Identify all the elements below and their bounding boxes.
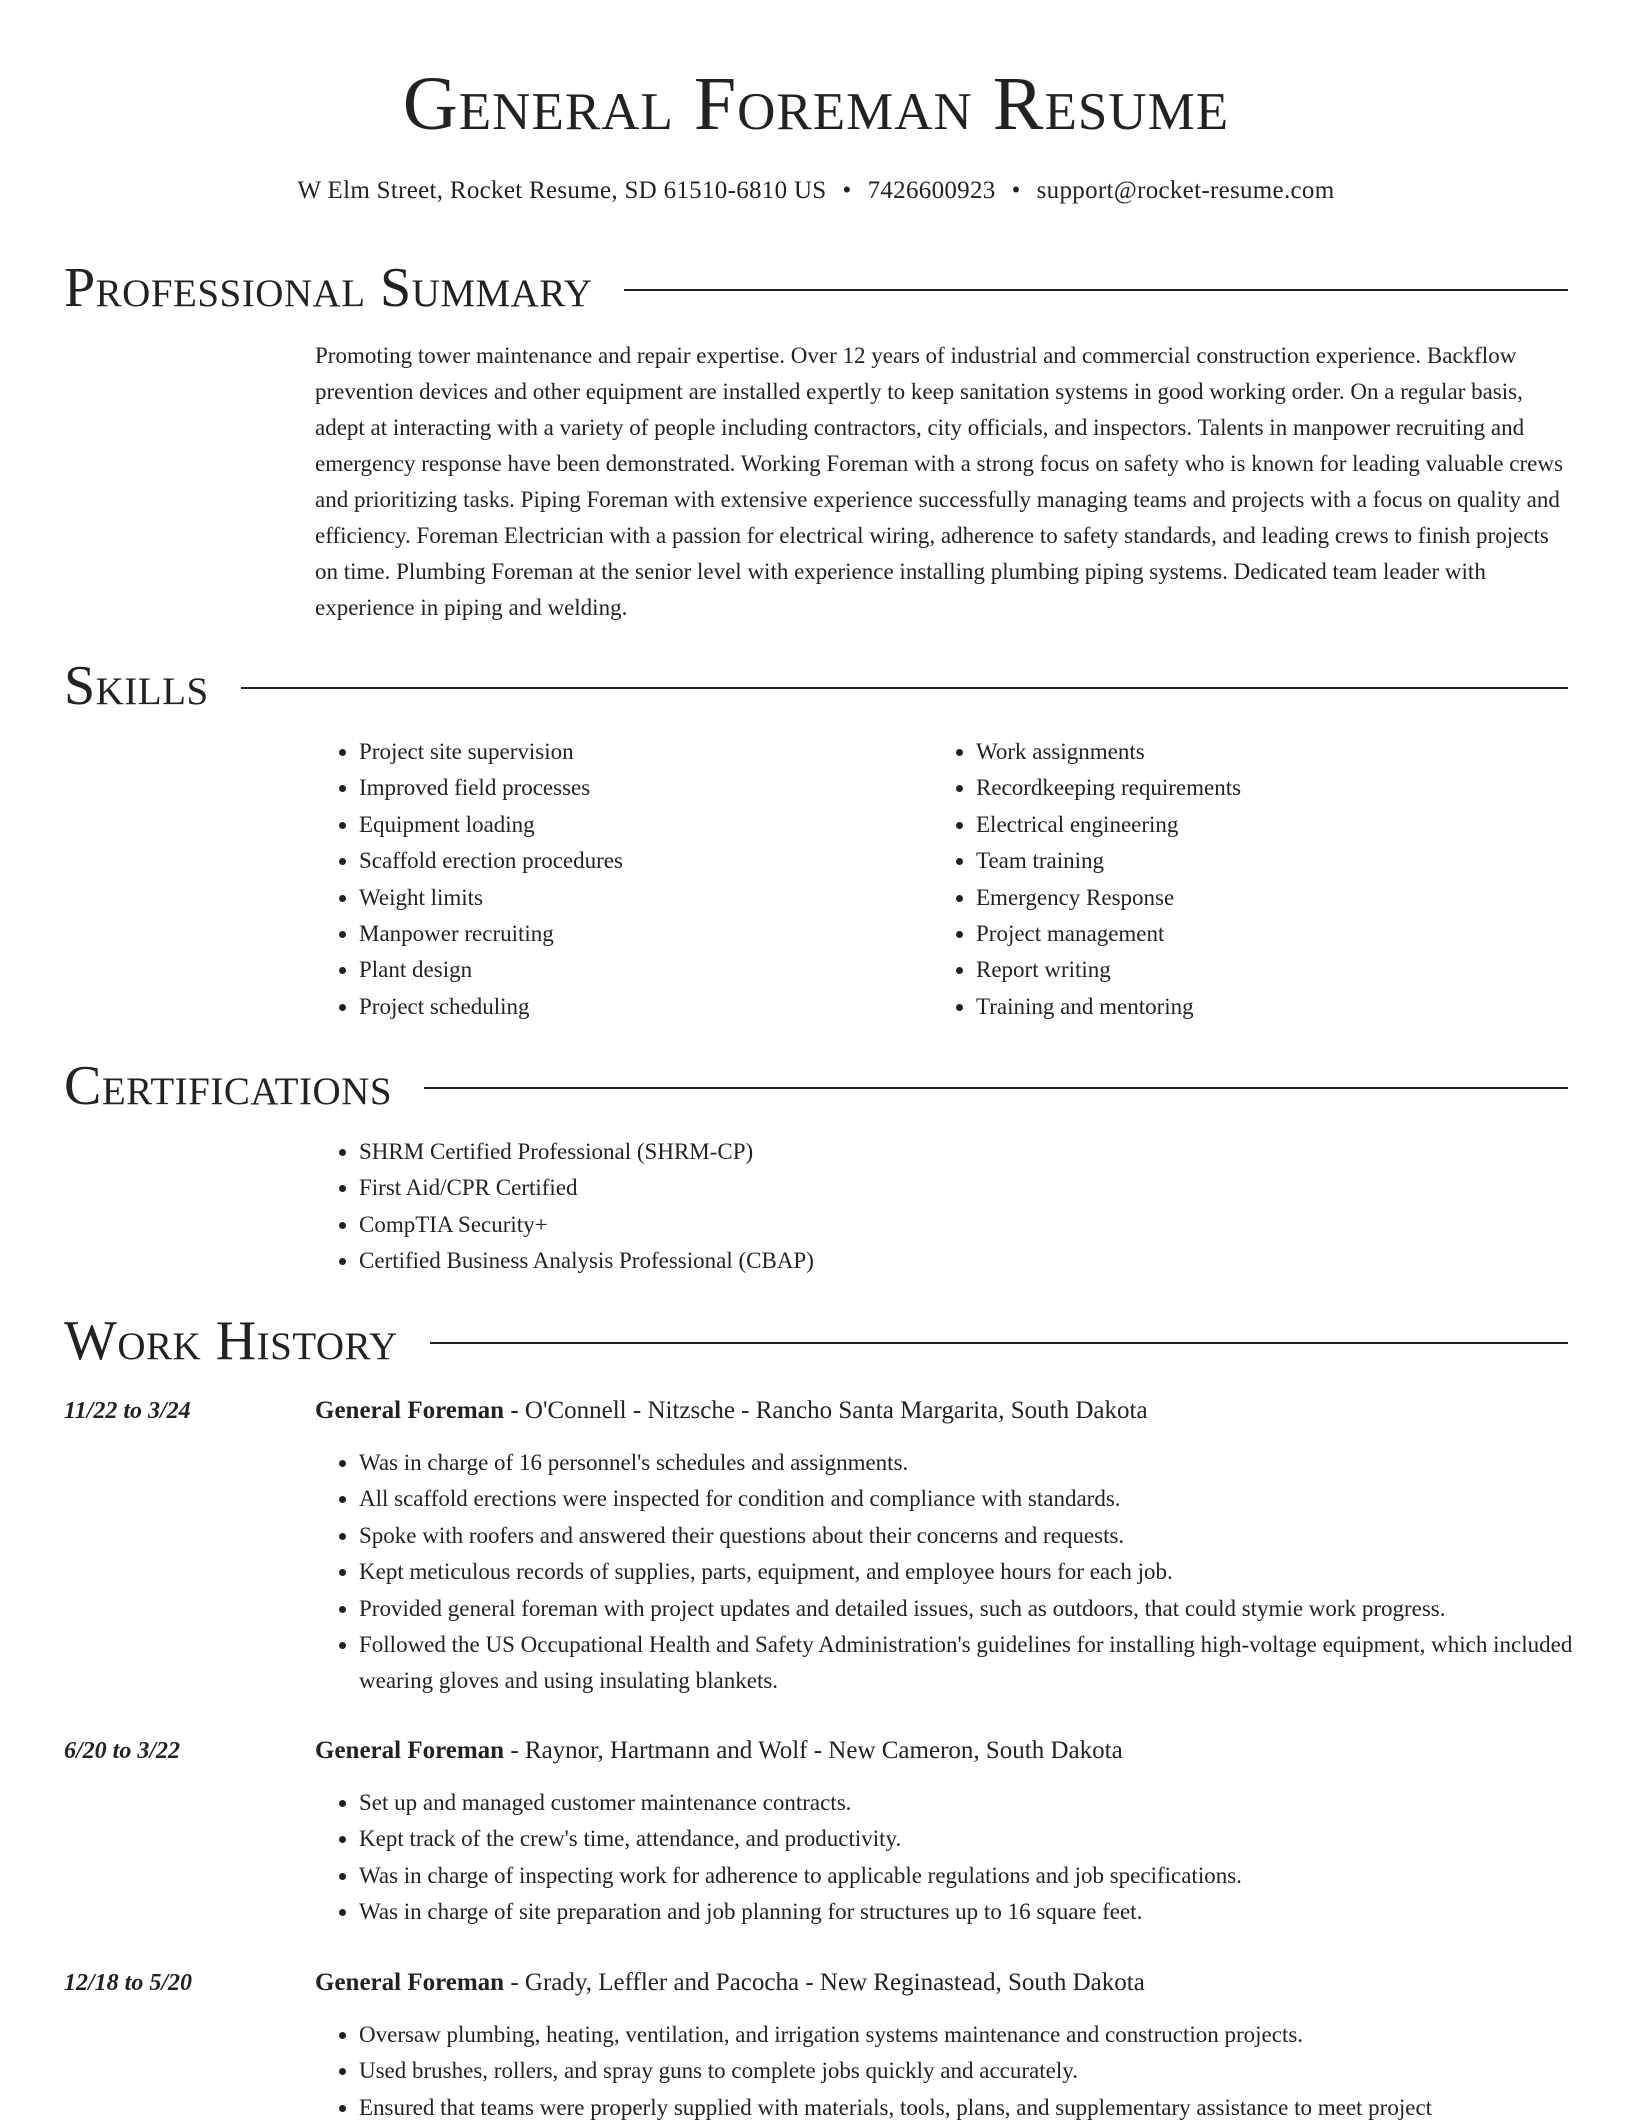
job-dates: 12/18 to 5/20 — [64, 1970, 193, 1996]
job-duty: • All scaffold erections were inspected for condition and compliance with standards. — [359, 1481, 1589, 1517]
skill-item: • Work assignments — [976, 734, 1492, 770]
job-title-line — [315, 1965, 1568, 2001]
certifications-list — [315, 1134, 1315, 1280]
skills-column-right — [932, 734, 1492, 1025]
skill-item: • Project site supervision — [359, 734, 875, 770]
separator-bullet: • — [1011, 177, 1021, 204]
job-duty: • Used brushes, rollers, and spray guns to complete jobs quickly and accurately. — [359, 2053, 1589, 2089]
skill-item: • Scaffold erection procedures — [359, 843, 875, 879]
certification-item: • CompTIA Security+ — [359, 1207, 1315, 1243]
address: W Elm Street, Rocket Resume, SD 61510-6810 US — [297, 177, 827, 204]
job-title: General Foreman — [315, 1969, 505, 1996]
job-duty: • Kept track of the crew's time, attendance, and productivity. — [359, 1821, 1589, 1857]
certifications-section-header — [64, 1054, 1568, 1118]
summary-text: Promoting tower maintenance and repair expertise. Over 12 years of industrial and commercial construction experience. Backflow prevention devices and other equipment are installed expertly to keep sanitation systems in good working order. On a regular basis, adept at interacting with a variety of people including contractors, city officials, and inspectors. Talents in manpower recruiting and emergency response have been demonstrated. Working Foreman with a strong focus on safety who is known for leading valuable crews and prioritizing tasks. Piping Foreman with extensive experience successfully managing teams and projects with a focus on quality and efficiency. Foreman Electrician with a passion for electrical wiring, adherence to safety standards, and leading crews to finish projects on time. Plumbing Foreman at the senior level with experience installing plumbing piping systems. Dedicated team leader with experience in piping and welding. — [315, 343, 1563, 620]
job-duty: • Provided general foreman with project updates and detailed issues, such as outdoors, that could stymie work progress. — [359, 1591, 1589, 1627]
skills-heading: Skills — [64, 655, 209, 717]
job-title-line — [315, 1733, 1568, 1769]
skill-item: • Training and mentoring — [976, 989, 1492, 1025]
skills-column-left — [315, 734, 875, 1025]
skill-item: • Manpower recruiting — [359, 916, 875, 952]
job-duty: • Spoke with roofers and answered their questions about their concerns and requests. — [359, 1518, 1589, 1554]
section-divider — [424, 1087, 1568, 1089]
job-duty: • Was in charge of inspecting work for adherence to applicable regulations and job specifications. — [359, 1858, 1589, 1894]
skills-section-header — [64, 654, 1568, 718]
job-title-line — [315, 1393, 1568, 1429]
skill-item: • Recordkeeping requirements — [976, 770, 1492, 806]
job-duty: • Ensured that teams were properly supplied with materials, tools, plans, and supplementary assistance to meet project — [359, 2090, 1589, 2126]
job-employer: - O'Connell - Nitzsche - Rancho Santa Margarita, South Dakota — [504, 1397, 1148, 1424]
job-duty: • Followed the US Occupational Health and Safety Administration's guidelines for installing high-voltage equipment, which included wearing gloves and using insulating blankets. — [359, 1627, 1589, 1700]
job-duties-list — [315, 2017, 1589, 2126]
skill-item: • Improved field processes — [359, 770, 875, 806]
skills-list-right — [932, 734, 1492, 1025]
skill-item: • Team training — [976, 843, 1492, 879]
job-duty: • Oversaw plumbing, heating, ventilation, and irrigation systems maintenance and construction projects. — [359, 2017, 1589, 2053]
skill-item: • Project scheduling — [359, 989, 875, 1025]
job-employer: - Raynor, Hartmann and Wolf - New Cameron, South Dakota — [504, 1737, 1123, 1764]
work-history-heading: Work History — [64, 1310, 398, 1372]
job-duty: • Set up and managed customer maintenance contracts. — [359, 1785, 1589, 1821]
skill-item: • Report writing — [976, 952, 1492, 988]
work-history-section-header — [64, 1309, 1568, 1373]
job-duty: • Kept meticulous records of supplies, parts, equipment, and employee hours for each job. — [359, 1554, 1589, 1590]
contact-line — [0, 174, 1632, 208]
summary-section-header — [64, 256, 1568, 320]
certification-item: • Certified Business Analysis Professional (CBAP) — [359, 1243, 1315, 1279]
skill-item: • Emergency Response — [976, 880, 1492, 916]
section-divider — [624, 289, 1568, 291]
certification-item: • First Aid/CPR Certified — [359, 1170, 1315, 1206]
separator-bullet: • — [842, 177, 852, 204]
job-employer: - Grady, Leffler and Pacocha - New Reginastead, South Dakota — [504, 1969, 1145, 1996]
phone: 7426600923 — [867, 177, 996, 204]
job-title: General Foreman — [315, 1397, 505, 1424]
skill-item: • Electrical engineering — [976, 807, 1492, 843]
email-link[interactable]: support@rocket-resume.com — [1036, 177, 1335, 204]
certification-item: • SHRM Certified Professional (SHRM-CP) — [359, 1134, 1315, 1170]
skill-item: • Project management — [976, 916, 1492, 952]
skill-item: • Equipment loading — [359, 807, 875, 843]
job-duty: • Was in charge of 16 personnel's schedules and assignments. — [359, 1445, 1589, 1481]
resume-title: General Foreman Resume — [402, 62, 1230, 146]
job-dates: 11/22 to 3/24 — [64, 1398, 191, 1424]
certifications-heading: Certifications — [64, 1055, 393, 1117]
job-title: General Foreman — [315, 1737, 505, 1764]
job-duties-list — [315, 1445, 1589, 1700]
job-duties-list — [315, 1785, 1589, 1931]
summary-heading: Professional Summary — [64, 257, 593, 319]
section-divider — [430, 1342, 1568, 1344]
certifications-block — [315, 1134, 1315, 1280]
job-dates: 6/20 to 3/22 — [64, 1738, 181, 1764]
skill-item: • Plant design — [359, 952, 875, 988]
job-duty: • Was in charge of site preparation and job planning for structures up to 16 square feet. — [359, 1894, 1589, 1930]
skills-list-left — [315, 734, 875, 1025]
skill-item: • Weight limits — [359, 880, 875, 916]
section-divider — [241, 687, 1568, 689]
